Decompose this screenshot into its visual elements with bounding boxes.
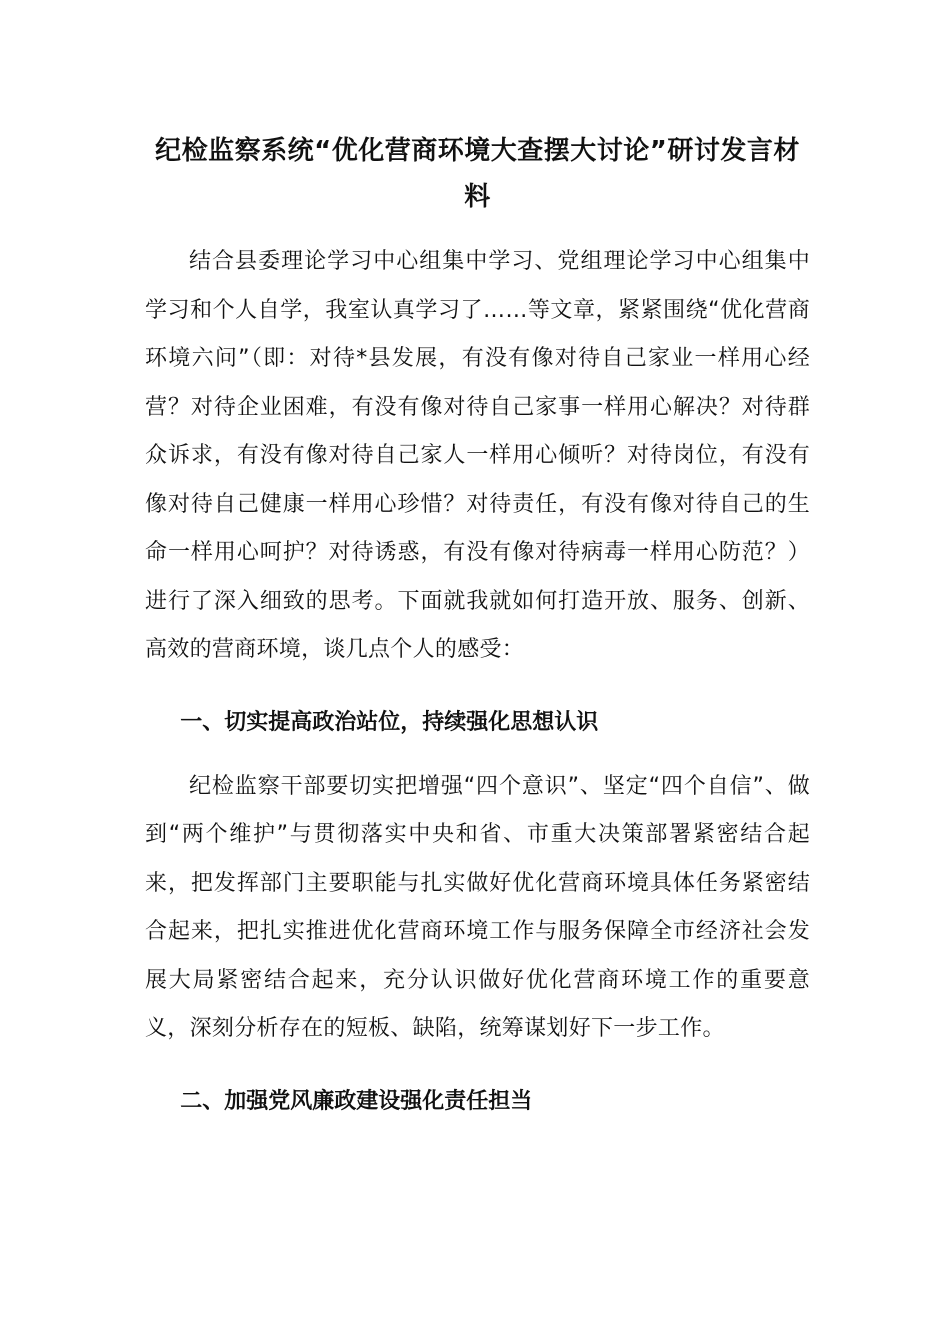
section-heading-1: 一、切实提高政治站位，持续强化思想认识 xyxy=(180,709,599,735)
document-content xyxy=(145,128,810,1126)
document-title: 纪检监察系统“优化营商环境大查摆大讨论”研讨发言材料 xyxy=(155,136,800,212)
intro-paragraph: 结合县委理论学习中心组集中学习、党组理论学习中心组集中学习和个人自学，我室认真学习了……等文章，紧紧围绕“优化营商环境六问”（即：对待*县发展，有没有像对待自己家业一样用心经营？对待企业困难，有没有像对待自己家事一样用心解决？对待群众诉求，有没有像对待自己家人一样用心倾听？对待岗位，有没有像对待自己健康一样用心珍惜？对待责任，有没有像对待自己的生命一样用心呵护？对待诱惑，有没有像对待病毒一样用心防范？）进行了深入细致的思考。下面就我就如何打造开放、服务、创新、高效的营商环境，谈几点个人的感受： xyxy=(145,249,810,662)
section-1-paragraph: 纪检监察干部要切实把增强“四个意识”、坚定“四个自信”、做到“两个维护”与贯彻落实中央和省、市重大决策部署紧密结合起来，把发挥部门主要职能与扎实做好优化营商环境具体任务紧密结合起来，把扎实推进优化营商环境工作与服务保障全市经济社会发展大局紧密结合起来，充分认识做好优化营商环境工作的重要意义，深刻分析存在的短板、缺陷，统筹谋划好下一步工作。 xyxy=(145,773,810,1041)
section-heading-2: 二、加强党风廉政建设强化责任担当 xyxy=(180,1088,533,1114)
